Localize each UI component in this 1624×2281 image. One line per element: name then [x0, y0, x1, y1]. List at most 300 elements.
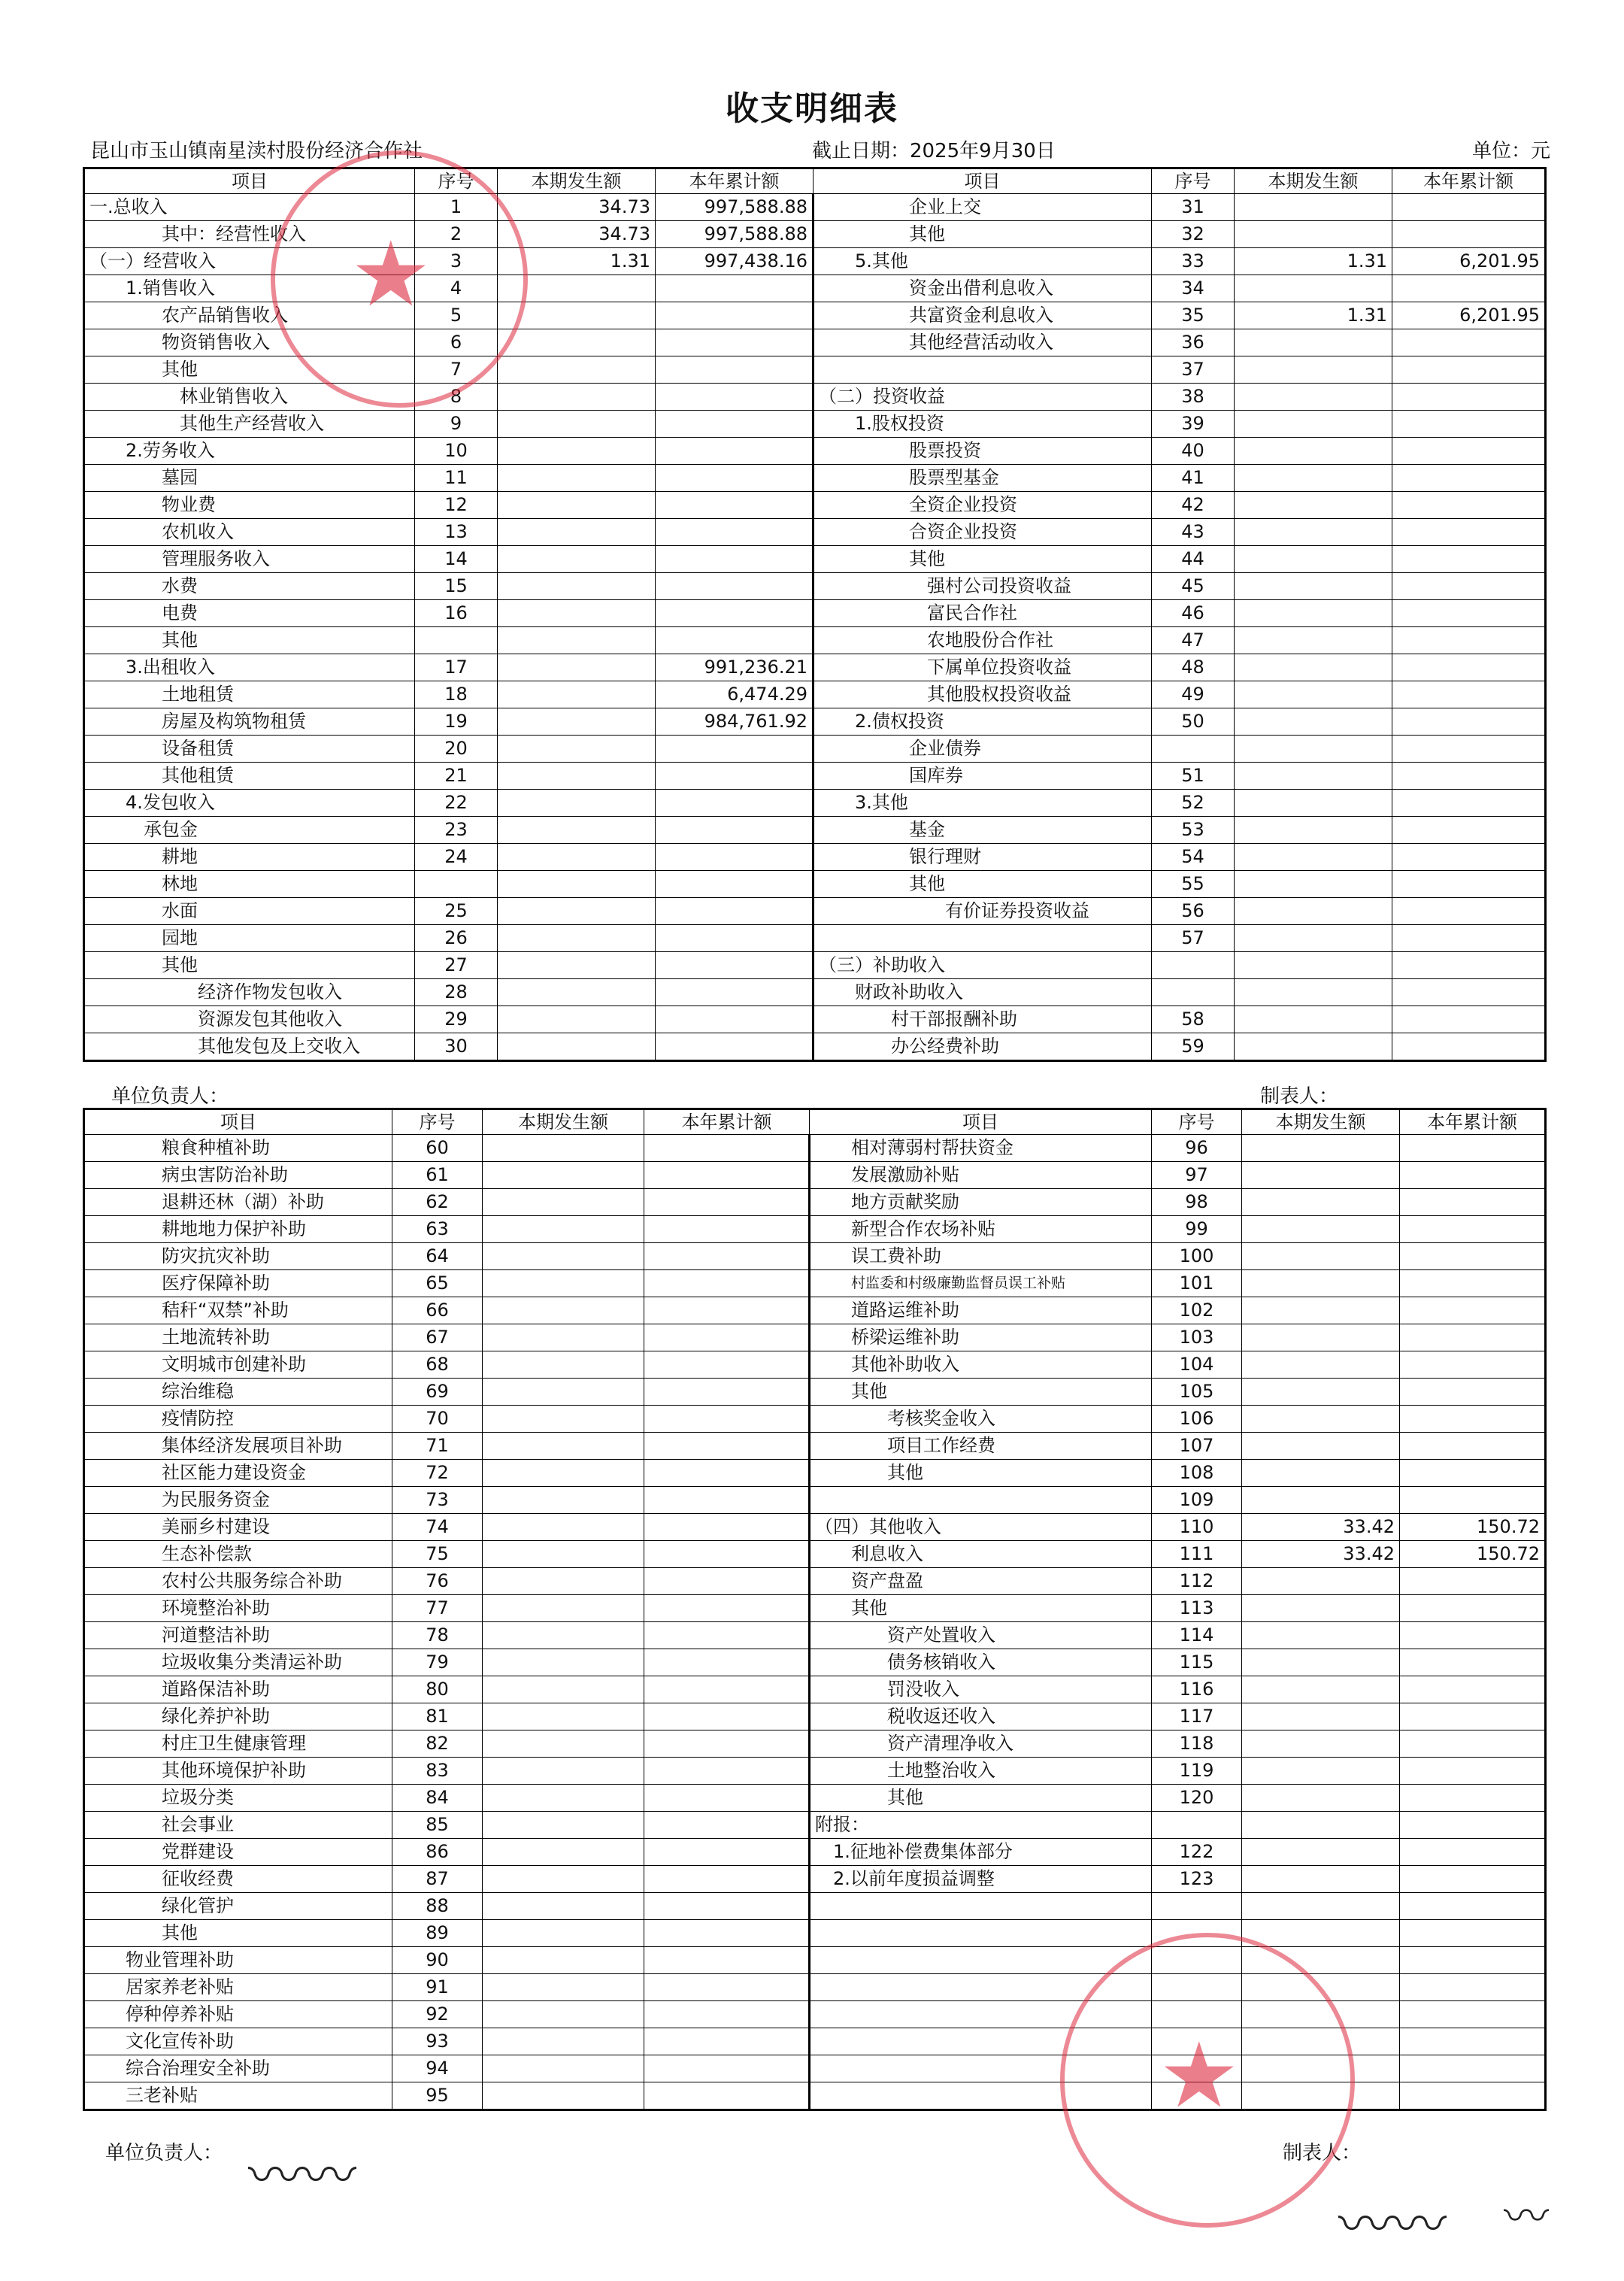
ytd-amount: 150.72	[1400, 1541, 1546, 1568]
table-row	[84, 790, 1546, 817]
ytd-amount	[656, 600, 814, 627]
item-name: 病虫害防治补助	[84, 1162, 392, 1189]
item-name: 农机收入	[84, 519, 415, 546]
current-amount: 34.73	[498, 194, 656, 221]
current-amount	[498, 736, 656, 763]
table-row	[84, 952, 1546, 979]
item-name: （一）经营收入	[84, 248, 415, 275]
item-name: 农村公共服务综合补助	[84, 1568, 392, 1595]
ytd-amount	[1400, 1351, 1546, 1379]
current-amount	[1235, 627, 1392, 654]
current-amount	[1235, 465, 1392, 492]
ytd-amount	[644, 1622, 810, 1649]
item-name: 资源发包其他收入	[84, 1006, 415, 1033]
current-amount	[1235, 844, 1392, 871]
table-row	[84, 898, 1546, 925]
ytd-amount	[1392, 1006, 1546, 1033]
row-number	[1152, 2082, 1242, 2110]
ytd-amount	[644, 1893, 810, 1920]
current-amount	[1242, 2055, 1400, 2082]
current-amount	[498, 871, 656, 898]
item-name: 房屋及构筑物租赁	[84, 708, 415, 736]
ytd-amount	[1392, 952, 1546, 979]
row-number	[1152, 2001, 1242, 2028]
current-amount	[483, 1730, 644, 1758]
current-amount	[1235, 573, 1392, 600]
current-amount: 33.42	[1242, 1541, 1400, 1568]
item-name: 农产品销售收入	[84, 302, 415, 329]
current-amount	[483, 2001, 644, 2028]
row-number: 94	[392, 2055, 483, 2082]
item-name: 其他	[814, 221, 1152, 248]
ytd-amount: 6,201.95	[1392, 248, 1546, 275]
col-item: 项目	[810, 1109, 1152, 1135]
table-row	[84, 194, 1546, 221]
row-number: 32	[1152, 221, 1235, 248]
item-name: 共富资金利息收入	[814, 302, 1152, 329]
current-amount	[498, 763, 656, 790]
item-name: 经济作物发包收入	[84, 979, 415, 1006]
col-current: 本期发生额	[1235, 168, 1392, 194]
ytd-amount	[656, 979, 814, 1006]
current-amount	[498, 1006, 656, 1033]
item-name: 桥梁运维补助	[810, 1324, 1152, 1351]
row-number: 40	[1152, 438, 1235, 465]
table-row	[84, 1974, 1546, 2001]
item-name: 发展激励补贴	[810, 1162, 1152, 1189]
current-amount	[483, 1135, 644, 1162]
row-number: 33	[1152, 248, 1235, 275]
current-amount: 1.31	[498, 248, 656, 275]
item-name: 绿化管护	[84, 1893, 392, 1920]
current-amount	[483, 1839, 644, 1866]
item-name: 综治维稳	[84, 1379, 392, 1406]
item-name: 河道整洁补助	[84, 1622, 392, 1649]
table-row	[84, 2028, 1546, 2055]
ytd-amount	[644, 1406, 810, 1433]
ytd-amount	[1392, 600, 1546, 627]
table-row	[84, 1216, 1546, 1243]
ytd-amount	[644, 1812, 810, 1839]
current-amount	[1235, 546, 1392, 573]
ytd-amount	[1400, 1920, 1546, 1947]
current-amount	[1242, 1974, 1400, 2001]
current-amount	[498, 465, 656, 492]
col-item: 项目	[84, 168, 415, 194]
current-amount	[1235, 979, 1392, 1006]
ytd-amount	[1400, 1135, 1546, 1162]
table-row	[84, 519, 1546, 546]
table-row	[84, 1595, 1546, 1622]
current-amount	[1235, 1033, 1392, 1061]
table-row	[84, 2055, 1546, 2082]
table-row	[84, 1866, 1546, 1893]
current-amount	[483, 1866, 644, 1893]
item-name: 村庄卫生健康管理	[84, 1730, 392, 1758]
ytd-amount	[644, 1866, 810, 1893]
ytd-amount	[656, 736, 814, 763]
current-amount	[498, 844, 656, 871]
current-amount	[1242, 2001, 1400, 2028]
item-name: 资产盘盈	[810, 1568, 1152, 1595]
row-number: 18	[415, 681, 498, 708]
row-number	[1152, 1812, 1242, 1839]
ytd-amount	[656, 492, 814, 519]
row-number: 123	[1152, 1866, 1242, 1893]
ytd-amount	[656, 465, 814, 492]
ytd-amount	[1392, 411, 1546, 438]
col-ytd: 本年累计额	[656, 168, 814, 194]
row-number: 92	[392, 2001, 483, 2028]
ytd-amount	[656, 546, 814, 573]
item-name: 其他租赁	[84, 763, 415, 790]
item-name: 其他	[810, 1460, 1152, 1487]
item-name: 文明城市创建补助	[84, 1351, 392, 1379]
row-number: 103	[1152, 1324, 1242, 1351]
table-row	[84, 546, 1546, 573]
item-name: 物资销售收入	[84, 329, 415, 356]
current-amount	[498, 600, 656, 627]
ytd-amount	[1392, 979, 1546, 1006]
table-row	[84, 1033, 1546, 1061]
current-amount	[483, 1379, 644, 1406]
row-number: 70	[392, 1406, 483, 1433]
table-row	[84, 1351, 1546, 1379]
table-row	[84, 275, 1546, 302]
row-number: 96	[1152, 1135, 1242, 1162]
item-name: 一.总收入	[84, 194, 415, 221]
ytd-amount	[644, 1189, 810, 1216]
ytd-amount	[656, 925, 814, 952]
item-name	[810, 1487, 1152, 1514]
row-number: 60	[392, 1135, 483, 1162]
ytd-amount	[1392, 384, 1546, 411]
current-amount	[498, 1033, 656, 1061]
ytd-amount	[1400, 2028, 1546, 2055]
item-name: 三老补贴	[84, 2082, 392, 2110]
row-number	[1152, 1974, 1242, 2001]
current-amount	[1242, 1351, 1400, 1379]
preparer-label: 制表人：	[1283, 2142, 1362, 2164]
ytd-amount	[656, 519, 814, 546]
row-number: 27	[415, 952, 498, 979]
item-name: 林业销售收入	[84, 384, 415, 411]
item-name: 2.劳务收入	[84, 438, 415, 465]
table-row	[84, 1324, 1546, 1351]
current-amount	[1235, 681, 1392, 708]
table-row	[84, 681, 1546, 708]
item-name: 秸秆“双禁”补助	[84, 1297, 392, 1324]
current-amount	[498, 356, 656, 384]
row-number: 120	[1152, 1785, 1242, 1812]
col-ytd: 本年累计额	[1392, 168, 1546, 194]
current-amount	[498, 546, 656, 573]
item-name: 罚没收入	[810, 1676, 1152, 1703]
current-amount	[1242, 1785, 1400, 1812]
row-number: 69	[392, 1379, 483, 1406]
ytd-amount	[644, 1135, 810, 1162]
current-amount	[1242, 1243, 1400, 1270]
row-number: 72	[392, 1460, 483, 1487]
ytd-amount	[1400, 1785, 1546, 1812]
current-amount	[498, 790, 656, 817]
row-number: 79	[392, 1649, 483, 1676]
row-number: 8	[415, 384, 498, 411]
item-name: 其他环境保护补助	[84, 1758, 392, 1785]
ytd-amount	[1392, 275, 1546, 302]
ytd-amount	[1400, 1676, 1546, 1703]
ytd-amount	[656, 817, 814, 844]
ytd-amount	[1392, 898, 1546, 925]
item-name: 绿化养护补助	[84, 1703, 392, 1730]
item-name: 利息收入	[810, 1541, 1152, 1568]
row-number: 80	[392, 1676, 483, 1703]
item-name: 物业费	[84, 492, 415, 519]
row-number	[1152, 979, 1235, 1006]
table-row	[84, 2082, 1546, 2110]
item-name: 资金出借利息收入	[814, 275, 1152, 302]
row-number: 47	[1152, 627, 1235, 654]
ytd-amount: 997,438.16	[656, 248, 814, 275]
row-number: 6	[415, 329, 498, 356]
table-row	[84, 1433, 1546, 1460]
item-name: （四）其他收入	[810, 1514, 1152, 1541]
ytd-amount: 150.72	[1400, 1514, 1546, 1541]
row-number: 77	[392, 1595, 483, 1622]
row-number: 12	[415, 492, 498, 519]
current-amount	[1242, 1920, 1400, 1947]
item-name: 资产清理净收入	[810, 1730, 1152, 1758]
current-amount	[1235, 817, 1392, 844]
ytd-amount	[644, 1487, 810, 1514]
current-amount	[498, 329, 656, 356]
ytd-amount	[644, 1541, 810, 1568]
ytd-amount	[656, 871, 814, 898]
row-number: 25	[415, 898, 498, 925]
current-amount	[498, 979, 656, 1006]
table-row	[84, 979, 1546, 1006]
ytd-amount	[644, 1433, 810, 1460]
current-amount	[1242, 1730, 1400, 1758]
ytd-amount	[656, 356, 814, 384]
ytd-amount	[656, 384, 814, 411]
row-number: 65	[392, 1270, 483, 1297]
ytd-amount	[1400, 1622, 1546, 1649]
current-amount	[1242, 1839, 1400, 1866]
current-amount	[483, 1568, 644, 1595]
ytd-amount	[1400, 1487, 1546, 1514]
item-name: 土地整治收入	[810, 1758, 1152, 1785]
current-amount: 33.42	[1242, 1514, 1400, 1541]
item-name: 相对薄弱村帮扶资金	[810, 1135, 1152, 1162]
item-name: 农地股份合作社	[814, 627, 1152, 654]
row-number: 104	[1152, 1351, 1242, 1379]
current-amount	[1242, 1676, 1400, 1703]
item-name	[810, 1974, 1152, 2001]
current-amount	[483, 1541, 644, 1568]
row-number: 35	[1152, 302, 1235, 329]
ytd-amount	[1392, 763, 1546, 790]
ytd-amount: 6,201.95	[1392, 302, 1546, 329]
table-row	[84, 465, 1546, 492]
item-name: 社会事业	[84, 1812, 392, 1839]
table-row	[84, 1839, 1546, 1866]
current-amount	[483, 1785, 644, 1812]
item-name: 社区能力建设资金	[84, 1460, 392, 1487]
item-name: 其他	[814, 871, 1152, 898]
table-row	[84, 1622, 1546, 1649]
current-amount	[483, 1703, 644, 1730]
table-row	[84, 925, 1546, 952]
current-amount	[483, 1324, 644, 1351]
current-amount	[1235, 194, 1392, 221]
ytd-amount	[1400, 1460, 1546, 1487]
current-amount	[1242, 1297, 1400, 1324]
current-amount	[483, 1189, 644, 1216]
item-name: 富民合作社	[814, 600, 1152, 627]
current-amount	[483, 2082, 644, 2110]
ytd-amount	[656, 411, 814, 438]
col-item: 项目	[84, 1109, 392, 1135]
ytd-amount	[1400, 1974, 1546, 2001]
item-name: 园地	[84, 925, 415, 952]
ytd-amount	[1400, 1893, 1546, 1920]
current-amount	[483, 1947, 644, 1974]
item-name: 企业债券	[814, 736, 1152, 763]
row-number: 51	[1152, 763, 1235, 790]
row-number: 24	[415, 844, 498, 871]
item-name: 土地租赁	[84, 681, 415, 708]
handwritten-signature: 〰〰	[248, 2144, 357, 2207]
ytd-amount	[1400, 1839, 1546, 1866]
table-row	[84, 1730, 1546, 1758]
row-number	[1152, 1947, 1242, 1974]
ytd-amount	[1392, 492, 1546, 519]
row-number: 73	[392, 1487, 483, 1514]
item-name: 水费	[84, 573, 415, 600]
row-number: 108	[1152, 1460, 1242, 1487]
row-number: 48	[1152, 654, 1235, 681]
current-amount	[1235, 438, 1392, 465]
current-amount	[1235, 275, 1392, 302]
ytd-amount	[1400, 1379, 1546, 1406]
item-name: 其他	[84, 952, 415, 979]
item-name: 1.销售收入	[84, 275, 415, 302]
current-amount	[483, 1487, 644, 1514]
row-number: 34	[1152, 275, 1235, 302]
item-name: 管理服务收入	[84, 546, 415, 573]
current-amount	[498, 492, 656, 519]
current-amount	[1242, 1568, 1400, 1595]
current-amount	[1242, 1487, 1400, 1514]
ytd-amount	[644, 1460, 810, 1487]
row-number: 7	[415, 356, 498, 384]
item-name: 全资企业投资	[814, 492, 1152, 519]
row-number	[1152, 1920, 1242, 1947]
ytd-amount: 984,761.92	[656, 708, 814, 736]
current-amount	[1242, 1649, 1400, 1676]
table-row	[84, 438, 1546, 465]
table-row	[84, 1649, 1546, 1676]
ytd-amount	[1392, 221, 1546, 248]
current-amount	[1242, 1379, 1400, 1406]
row-number: 67	[392, 1324, 483, 1351]
item-name: 集体经济发展项目补助	[84, 1433, 392, 1460]
row-number	[1152, 1893, 1242, 1920]
item-name: 股票型基金	[814, 465, 1152, 492]
currency-unit: 单位：元	[1471, 140, 1550, 162]
current-amount: 1.31	[1235, 248, 1392, 275]
row-number	[415, 627, 498, 654]
table-row	[84, 1162, 1546, 1189]
seal-star-icon: ★	[1159, 2024, 1240, 2128]
item-name: 债务核销收入	[810, 1649, 1152, 1676]
item-name: 其他	[814, 546, 1152, 573]
ytd-amount	[644, 2082, 810, 2110]
current-amount	[1235, 221, 1392, 248]
row-number: 90	[392, 1947, 483, 1974]
row-number: 52	[1152, 790, 1235, 817]
table-header-row	[84, 1109, 1546, 1135]
row-number: 106	[1152, 1406, 1242, 1433]
ytd-amount	[1392, 438, 1546, 465]
col-no: 序号	[392, 1109, 483, 1135]
ytd-amount	[1400, 2082, 1546, 2110]
col-ytd: 本年累计额	[644, 1109, 810, 1135]
row-number: 105	[1152, 1379, 1242, 1406]
item-name: 税收返还收入	[810, 1703, 1152, 1730]
item-name	[810, 2001, 1152, 2028]
ytd-amount	[1392, 627, 1546, 654]
table-row	[84, 384, 1546, 411]
current-amount	[1242, 1812, 1400, 1839]
current-amount	[483, 1297, 644, 1324]
current-amount	[498, 573, 656, 600]
item-name: 疫情防控	[84, 1406, 392, 1433]
col-current: 本期发生额	[1242, 1109, 1400, 1135]
current-amount	[498, 519, 656, 546]
ytd-amount	[656, 275, 814, 302]
item-name: 其他	[84, 356, 415, 384]
table-row	[84, 708, 1546, 736]
item-name: 耕地	[84, 844, 415, 871]
row-number: 44	[1152, 546, 1235, 573]
row-number: 102	[1152, 1297, 1242, 1324]
row-number: 62	[392, 1189, 483, 1216]
current-amount	[483, 1676, 644, 1703]
row-number: 107	[1152, 1433, 1242, 1460]
table-row	[84, 763, 1546, 790]
ytd-amount	[656, 302, 814, 329]
ytd-amount	[1392, 465, 1546, 492]
item-name: 垃圾收集分类清运补助	[84, 1649, 392, 1676]
ytd-amount	[1400, 2001, 1546, 2028]
item-name: 环境整治补助	[84, 1595, 392, 1622]
ytd-amount	[644, 1758, 810, 1785]
item-name: 电费	[84, 600, 415, 627]
row-number: 50	[1152, 708, 1235, 736]
item-name: 医疗保障补助	[84, 1270, 392, 1297]
ytd-amount	[656, 790, 814, 817]
current-amount	[498, 817, 656, 844]
row-number: 66	[392, 1297, 483, 1324]
item-name: 道路运维补助	[810, 1297, 1152, 1324]
row-number: 116	[1152, 1676, 1242, 1703]
item-name: 粮食种植补助	[84, 1135, 392, 1162]
item-name: 林地	[84, 871, 415, 898]
current-amount	[498, 898, 656, 925]
ytd-amount	[1400, 1433, 1546, 1460]
